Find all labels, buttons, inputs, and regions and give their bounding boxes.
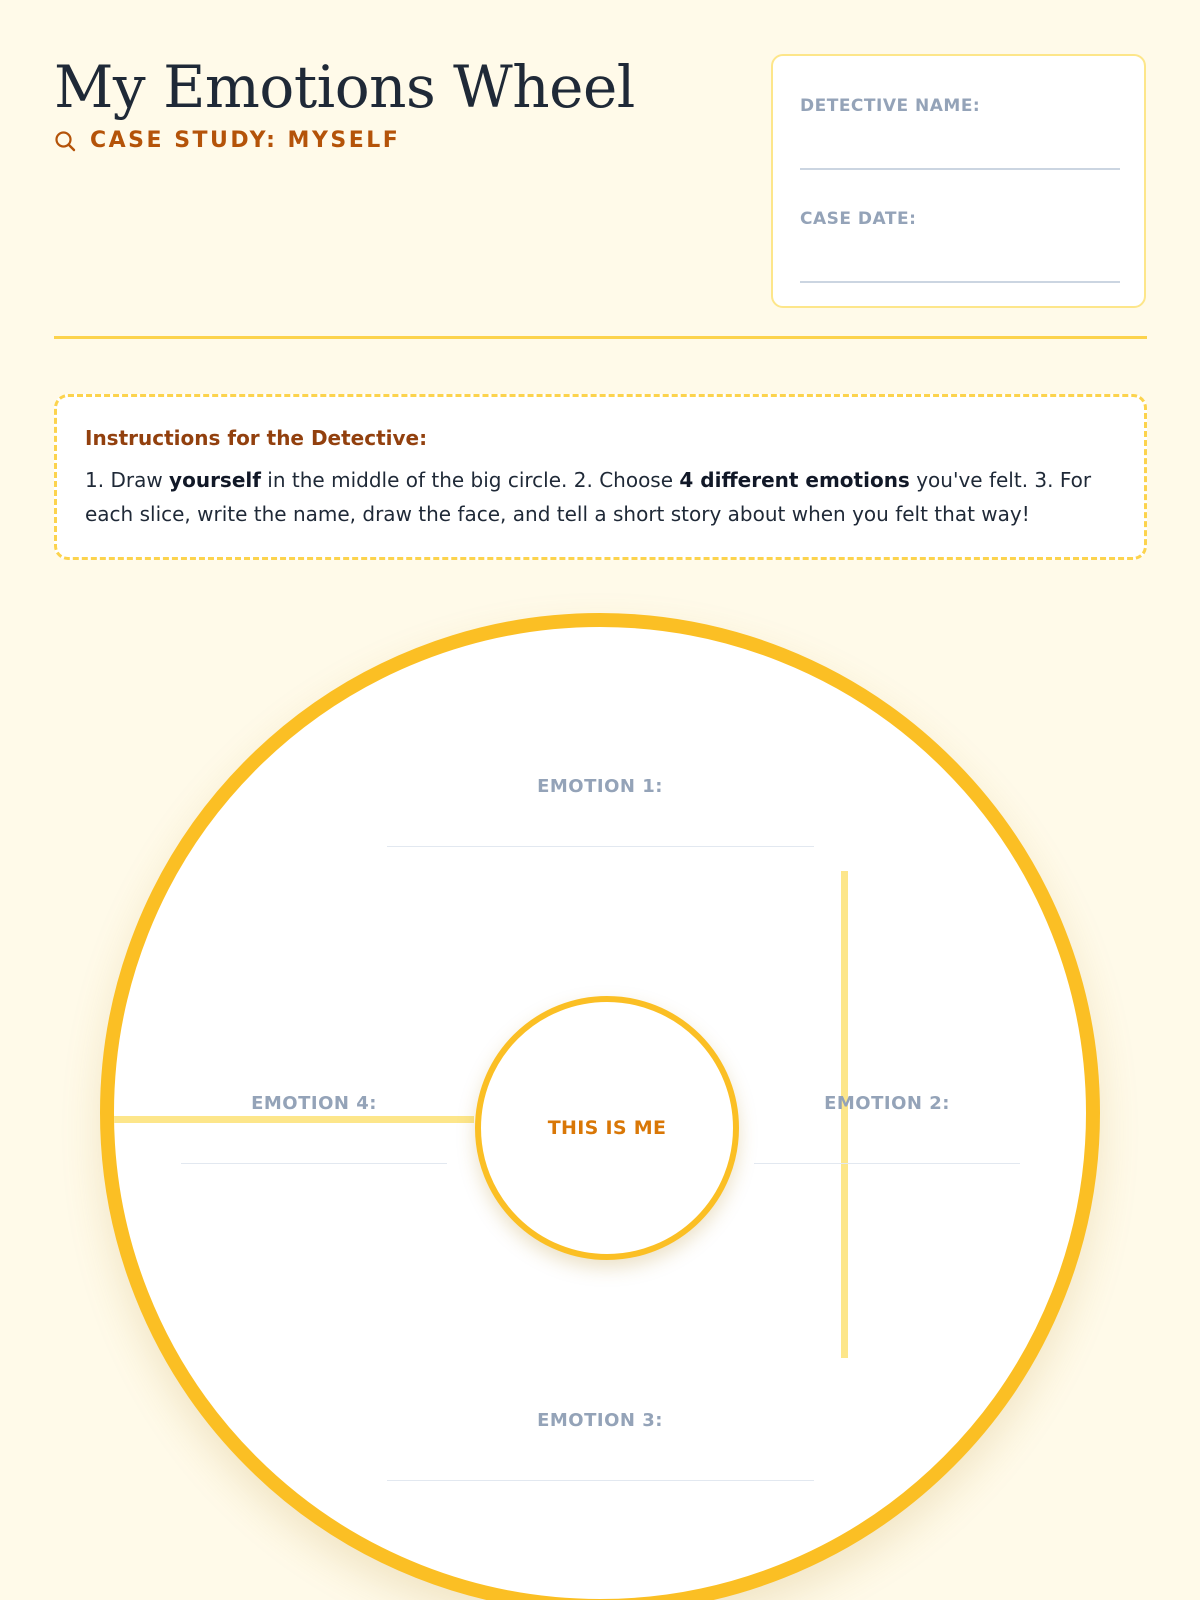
instructions-text xyxy=(85,463,1116,531)
emotion-4-field[interactable] xyxy=(181,1163,447,1164)
magnifier-icon xyxy=(54,130,76,152)
detective-id-card xyxy=(771,54,1146,308)
instructions-emphasis-emotions: 4 different emotions xyxy=(679,468,910,492)
page-title: My Emotions Wheel xyxy=(54,53,635,121)
self-drawing-area[interactable] xyxy=(475,996,739,1260)
emotion-4-label: EMOTION 4: xyxy=(251,1093,377,1114)
instructions-title: Instructions for the Detective: xyxy=(85,426,428,450)
wheel-divider-left xyxy=(114,1116,474,1123)
header-divider xyxy=(54,336,1147,339)
detective-name-field[interactable] xyxy=(800,168,1120,170)
instructions-text-part: in the middle of the big circle. 2. Choose xyxy=(260,468,680,492)
emotion-1-field[interactable] xyxy=(387,846,814,847)
center-label: THIS IS ME xyxy=(547,1117,667,1139)
emotions-wheel xyxy=(100,613,1100,1600)
instructions-box xyxy=(54,394,1147,560)
detective-name-label: DETECTIVE NAME: xyxy=(800,96,981,116)
case-date-label: CASE DATE: xyxy=(800,209,917,229)
case-date-field[interactable] xyxy=(800,281,1120,283)
emotion-2-label: EMOTION 2: xyxy=(824,1093,950,1114)
wheel-divider-right xyxy=(841,871,848,1358)
instructions-emphasis-yourself: yourself xyxy=(169,468,261,492)
case-subtitle xyxy=(54,128,400,153)
case-subtitle-text: CASE STUDY: MYSELF xyxy=(90,128,401,153)
instructions-text-part: you've felt. 3. For each slice, write the name, draw the face, and tell a short story about when you felt that way! xyxy=(85,468,1092,526)
emotion-3-label: EMOTION 3: xyxy=(537,1410,663,1431)
instructions-text-part: 1. Draw xyxy=(85,468,170,492)
emotion-2-field[interactable] xyxy=(754,1163,1020,1164)
emotion-3-field[interactable] xyxy=(387,1480,814,1481)
emotion-1-label: EMOTION 1: xyxy=(537,776,663,797)
